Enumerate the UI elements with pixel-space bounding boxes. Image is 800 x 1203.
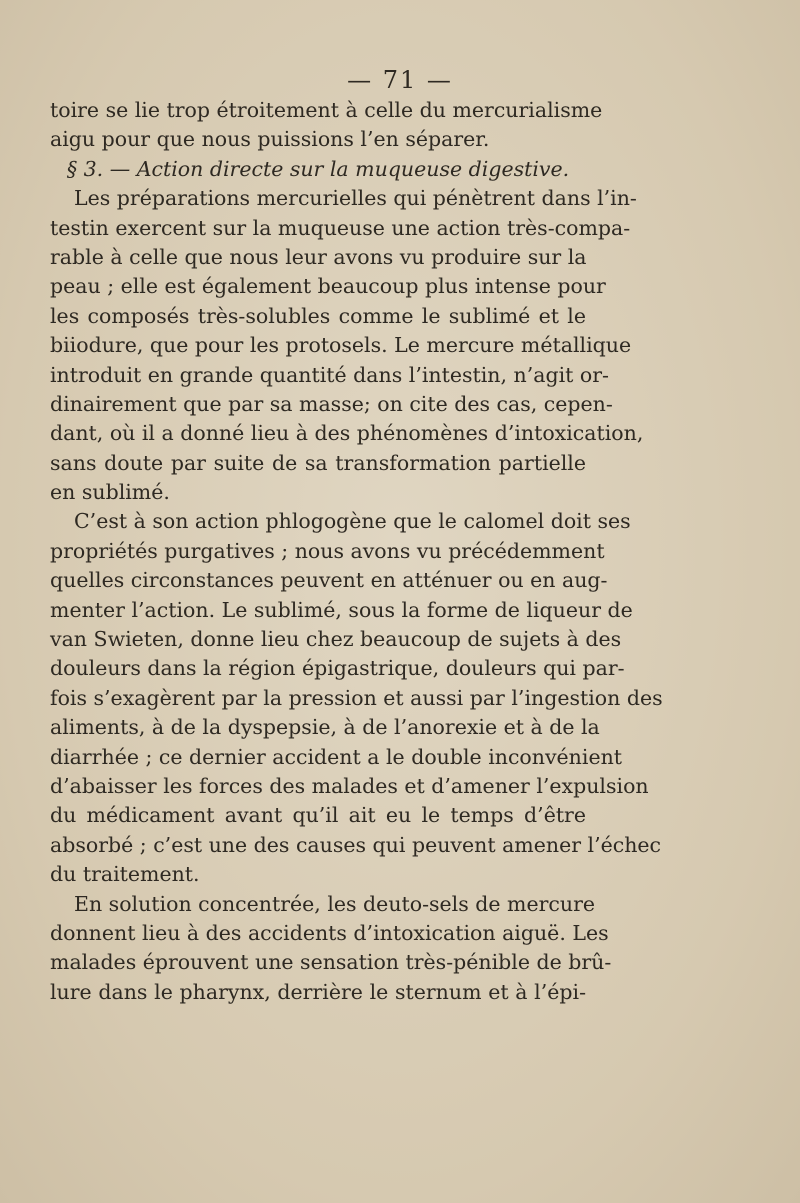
text-line: diarrhée ; ce dernier accident a le double inconvénient	[50, 744, 623, 769]
text-line: aliments, à de la dyspepsie, à de l’anorexie et à de la	[50, 715, 600, 740]
text-line: biiodure, que pour les protosels. Le mercure métallique	[50, 333, 632, 358]
text-line: aigu pour que nous puissions l’en séparer.	[50, 127, 490, 152]
text-line: En solution concentrée, les deuto-sels de mercure	[74, 891, 596, 916]
text-line: donnent lieu à des accidents d’intoxication aiguë. Les	[50, 920, 609, 945]
text-line: menter l’action. Le sublimé, sous la forme de liqueur de	[50, 597, 633, 622]
text-line: du traitement.	[50, 862, 200, 887]
text-line: sans doute par suite de sa transformation partielle	[50, 450, 586, 475]
text-line: lure dans le pharynx, derrière le sternum et à l’épi-	[50, 979, 586, 1004]
text-line: toire se lie trop étroitement à celle du mercurialisme	[50, 98, 603, 122]
text-line: les composés très-solubles comme le sublimé et le	[50, 303, 586, 328]
text-line: C’est à son action phlogogène que le calomel doit ses	[74, 509, 631, 534]
section-heading: § 3. — Action directe sur la muqueuse digestive.	[66, 156, 570, 181]
text-line: Les préparations mercurielles qui pénètrent dans l’in-	[74, 186, 637, 211]
text-line: absorbé ; c’est une des causes qui peuvent amener l’échec	[50, 832, 662, 857]
text-line: d’abaisser les forces des malades et d’amener l’expulsion	[50, 773, 649, 798]
text-line: quelles circonstances peuvent en atténuer ou en aug-	[50, 568, 608, 593]
text-line: rable à celle que nous leur avons vu produire sur la	[50, 244, 587, 269]
text-line: du médicament avant qu’il ait eu le temps d’être	[50, 803, 586, 828]
text-line: introduit en grande quantité dans l’intestin, n’agit or-	[50, 362, 609, 387]
text-line: peau ; elle est également beaucoup plus intense pour	[50, 274, 606, 299]
text-line: dant, où il a donné lieu à des phénomènes d’intoxication,	[50, 421, 644, 446]
text-line: propriétés purgatives ; nous avons vu précédemment	[50, 538, 605, 563]
text-line: fois s’exagèrent par la pression et aussi par l’ingestion des	[50, 685, 663, 710]
text-line: testin exercent sur la muqueuse une action très-compa-	[50, 215, 631, 240]
text-line: van Swieten, donne lieu chez beaucoup de sujets à des	[50, 627, 622, 652]
text-line: malades éprouvent une sensation très-pénible de brû-	[50, 950, 612, 975]
page-number: — 71 —	[347, 66, 453, 94]
text-line: en sublimé.	[50, 480, 170, 505]
body-text	[50, 96, 663, 1007]
text-line: douleurs dans la région épigastrique, douleurs qui par-	[50, 656, 625, 681]
text-line: dinairement que par sa masse; on cite des cas, cepen-	[50, 391, 613, 416]
